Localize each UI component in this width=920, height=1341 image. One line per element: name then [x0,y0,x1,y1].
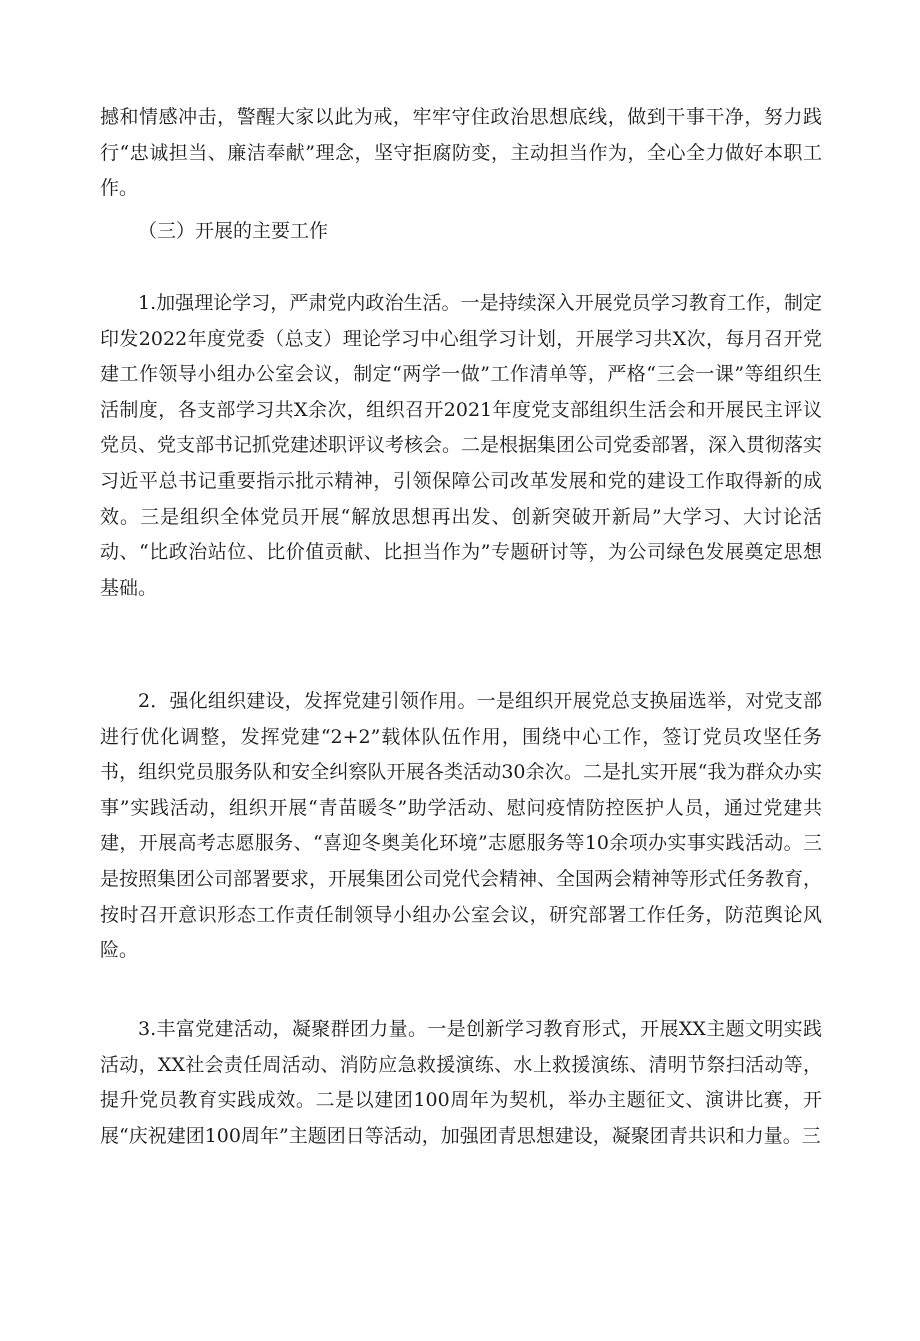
section-heading: （三）开展的主要工作 [138,220,329,242]
paragraph-item-2: 2．强化组织建设，发挥党建引领作用。一是组织开展党总支换届选举，对党支部进行优化调整，发挥党建“2+2”载体队伍作用，围绕中心工作，签订党员攻坚任务书，组织党员服务队和安全纠察队开展各类活动30余次。二是扎实开展“我为群众办实事”实践活动，组织开展“青苗暖冬”助学活动、慰问疫情防控医护人员，通过党建共建，开展高考志愿服务、“喜迎冬奥美化环境”志愿服务等10余项办实事实践活动。三是按照集团公司部署要求，开展集团公司党代会精神、全国两会精神等形式任务教育，按时召开意识形态工作责任制领导小组办公室会议，研究部署工作任务，防范舆论风险。 [100,690,823,962]
paragraph-item-3: 3.丰富党建活动，凝聚群团力量。一是创新学习教育形式，开展XX主题文明实践活动，XX社会责任周活动、消防应急救援演练、水上救援演练、清明节祭扫活动等，提升党员教育实践成效。二是以建团100周年为契机，举办主题征文、演讲比赛，开展“庆祝建团100周年”主题团日等活动，加强团青思想建设，凝聚团青共识和力量。三 [100,1018,822,1147]
paragraph-continued: 撼和情感冲击，警醒大家以此为戒，牢牢守住政治思想底线，做到干事干净，努力践行“忠诚担当、廉洁奉献”理念，坚守拒腐防变，主动担当作为，全心全力做好本职工作。 [100,106,822,200]
paragraph-item-1: 1.加强理论学习，严肃党内政治生活。一是持续深入开展党员学习教育工作，制定印发2022年度党委（总支）理论学习中心组学习计划，开展学习共X次，每月召开党建工作领导小组办公室会议，制定“两学一做”工作清单等，严格“三会一课”等组织生活制度，各支部学习共X余次，组织召开2021年度党支部组织生活会和开展民主评议党员、党支部书记抓党建述职评议考核会。二是根据集团公司党委部署，深入贯彻落实习近平总书记重要指示批示精神，引领保障公司改革发展和党的建设工作取得新的成效。三是组织全体党员开展“解放思想再出发、创新突破开新局”大学习、大讨论活动、“比政治站位、比价值贡献、比担当作为”专题研讨等，为公司绿色发展奠定思想基础。 [100,292,823,599]
